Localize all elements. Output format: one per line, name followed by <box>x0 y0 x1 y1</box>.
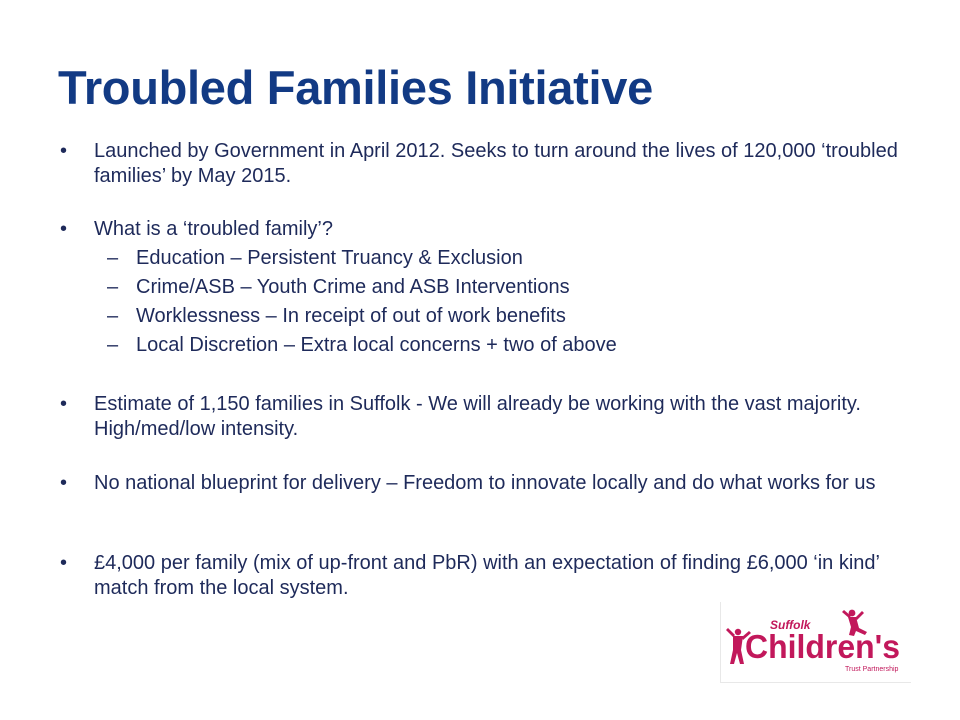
sub-bullet-item <box>107 246 907 271</box>
bullet-text: What is a ‘troubled family’? <box>94 218 333 240</box>
logo-main-text: Children's <box>745 628 900 665</box>
bullet-marker: • <box>60 393 68 415</box>
bullet-marker: • <box>60 140 68 162</box>
bullet-marker: • <box>60 218 68 240</box>
logo-top-text: Suffolk <box>770 618 811 632</box>
logo-graphic <box>721 602 911 682</box>
sub-bullet-text: Education – Persistent Truancy & Exclusion <box>136 247 523 269</box>
sub-bullet-text: Local Discretion – Extra local concerns + two of above <box>136 334 617 356</box>
bullet-item <box>60 217 910 242</box>
bullet-item <box>60 471 910 496</box>
dash-marker: – <box>107 305 119 327</box>
bullet-text: Launched by Government in April 2012. Seeks to turn around the lives of 120,000 ‘troubled families’ by May 2015. <box>94 140 898 187</box>
bullet-marker: • <box>60 472 68 494</box>
logo-sub-text: Trust Partnership <box>845 666 899 673</box>
sub-bullet-text: Crime/ASB – Youth Crime and ASB Interventions <box>136 276 570 298</box>
dash-marker: – <box>107 334 119 356</box>
dash-marker: – <box>107 247 119 269</box>
slide-title: Troubled Families Initiative <box>58 61 653 114</box>
bullet-text: Estimate of 1,150 families in Suffolk - We will already be working with the vast majority. High/med/low intensity. <box>94 393 861 440</box>
bullet-text: £4,000 per family (mix of up-front and PbR) with an expectation of finding £6,000 ‘in kind’ match from the local system. <box>94 552 880 599</box>
sub-bullet-item <box>107 275 907 300</box>
sub-bullet-text: Worklessness – In receipt of out of work benefits <box>136 305 566 327</box>
dash-marker: – <box>107 276 119 298</box>
sub-bullet-item <box>107 333 907 358</box>
bullet-item <box>60 551 910 601</box>
sub-bullet-item <box>107 304 907 329</box>
bullet-item <box>60 139 910 189</box>
suffolk-childrens-trust-logo <box>720 602 911 683</box>
bullet-text: No national blueprint for delivery – Freedom to innovate locally and do what works for us <box>94 472 876 494</box>
bullet-item <box>60 392 910 442</box>
bullet-marker: • <box>60 552 68 574</box>
